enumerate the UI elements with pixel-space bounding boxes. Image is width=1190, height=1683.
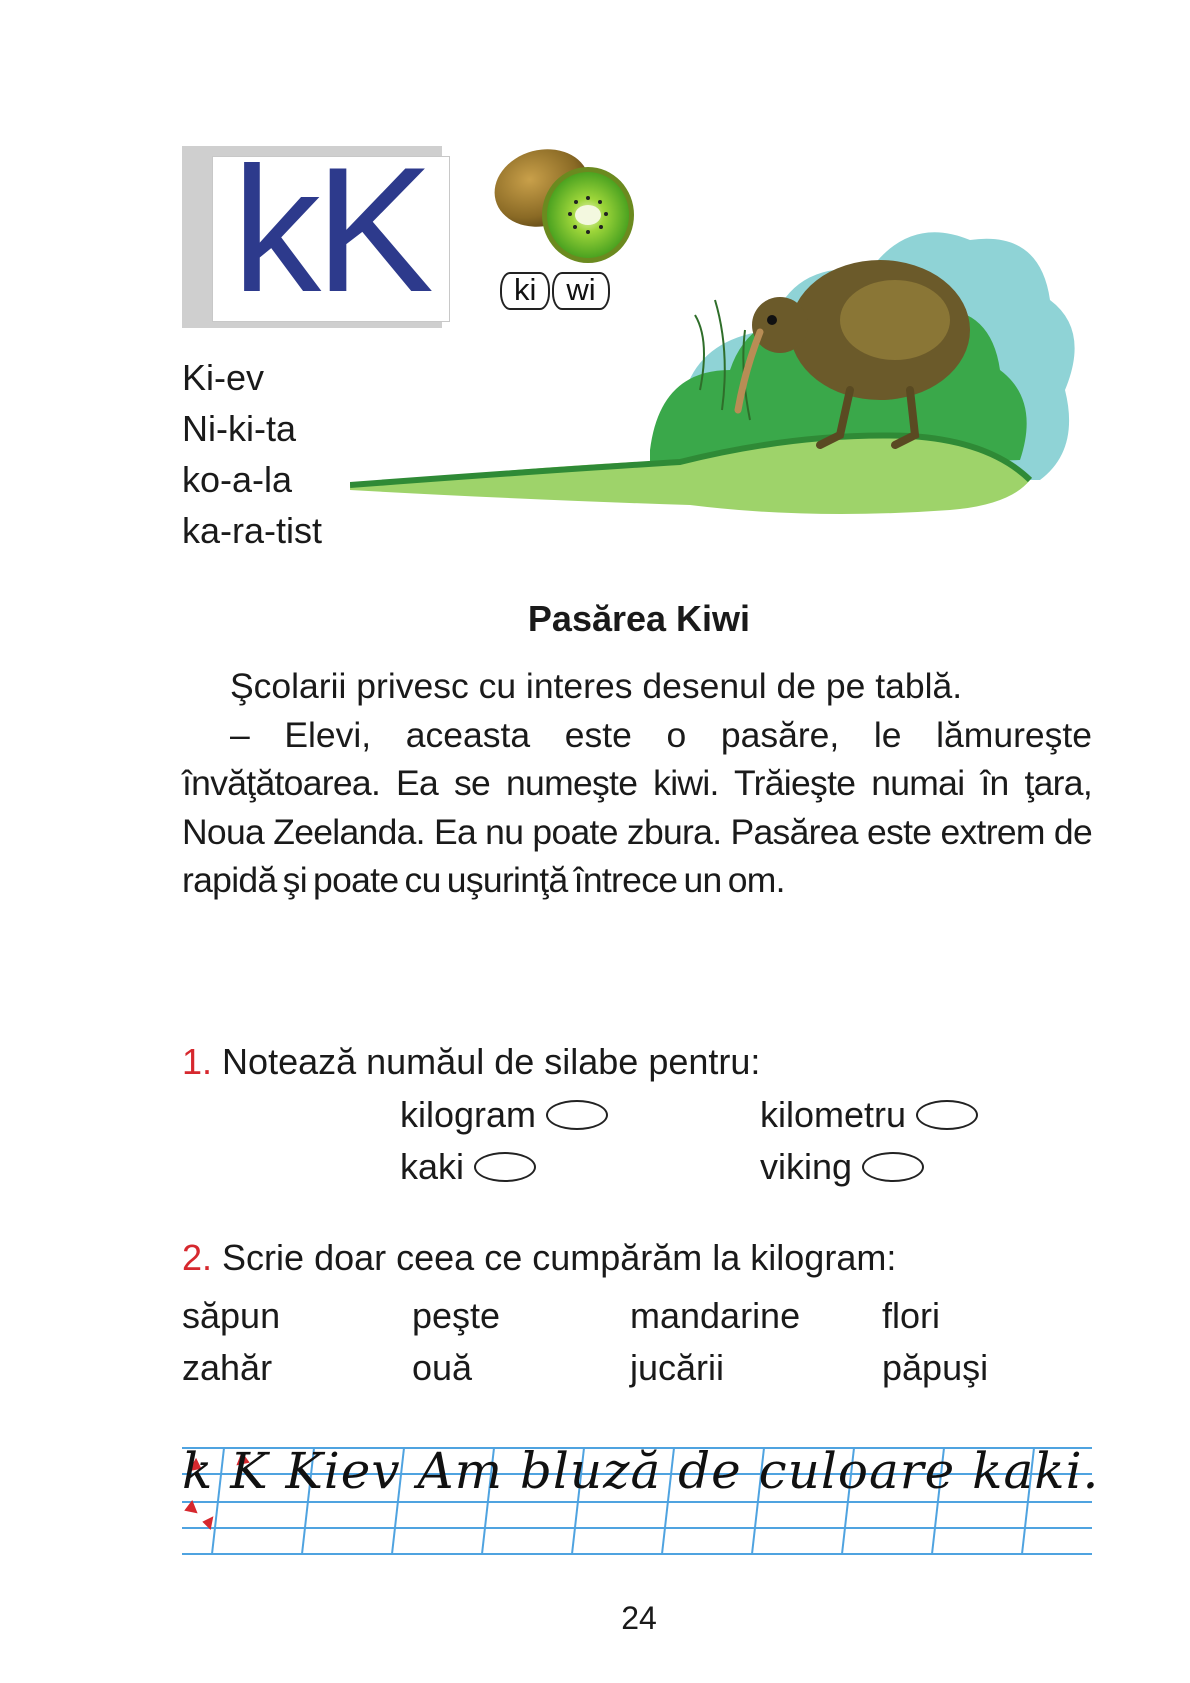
- word-option: jucării: [630, 1347, 725, 1388]
- word-list-item: ka-ra-tist: [182, 510, 323, 551]
- exercise-word: kilometru: [760, 1094, 907, 1135]
- word-row: [182, 1342, 1032, 1394]
- exercise-number: 2.: [182, 1237, 213, 1278]
- exercise-instruction: Scrie doar ceea ce cumpărăm la kilogram:: [222, 1237, 897, 1278]
- exercise-word: viking: [760, 1146, 853, 1187]
- handwriting-practice: [182, 1440, 1100, 1560]
- word-option: mandarine: [630, 1295, 801, 1336]
- syllable-count-item: [760, 1142, 924, 1192]
- syllable-word-list: [182, 352, 322, 556]
- story-paragraph: Şcolarii privesc cu interes desenul de pe tablă.: [230, 666, 963, 706]
- word-list-item: Ki-ev: [182, 357, 265, 398]
- syllable-count-item: [760, 1090, 978, 1140]
- word-option: ouă: [412, 1347, 473, 1388]
- exercise-word: kaki: [400, 1146, 465, 1187]
- syllable-count-item: [400, 1142, 536, 1192]
- answer-oval[interactable]: [474, 1152, 536, 1182]
- exercise-1: [182, 1040, 760, 1084]
- exercise-2-word-grid: [182, 1290, 1032, 1394]
- syllable-box: wi: [552, 272, 609, 310]
- story-paragraph: – Elevi, aceasta este o pasăre, le lămureşte: [230, 714, 1092, 755]
- handwriting-sample: k K Kiev Am bluză de culoare kaki.: [182, 1442, 1100, 1500]
- exercise-word: kilogram: [400, 1094, 537, 1135]
- word-row: [182, 1290, 1032, 1342]
- syllable-count-item: [400, 1090, 608, 1140]
- word-option: păpuşi: [882, 1347, 989, 1388]
- story-paragraph: învăţătoarea. Ea se numeşte kiwi. Trăieşte numai în ţara, Noua Zeelanda. Ea nu poate zbura. Pasărea este extrem de rapidă şi poate cu uşurinţă întrece un om.: [182, 763, 1092, 900]
- story-text: [182, 662, 1092, 905]
- word-option: zahăr: [182, 1347, 273, 1388]
- kiwi-bird-illustration: [350, 220, 1090, 550]
- word-list-item: ko-a-la: [182, 459, 293, 500]
- exercise-instruction: Notează număul de silabe pentru:: [222, 1041, 761, 1082]
- exercise-number: 1.: [182, 1041, 213, 1082]
- exercise-2: [182, 1236, 896, 1280]
- page-number: 24: [621, 1600, 657, 1636]
- word-option: săpun: [182, 1295, 281, 1336]
- syllable-box: ki: [500, 272, 550, 310]
- story-title: Pasărea Kiwi: [527, 598, 751, 639]
- letter-glyphs: kK: [232, 130, 428, 329]
- word-list-item: Ni-ki-ta: [182, 408, 296, 449]
- answer-oval[interactable]: [862, 1152, 924, 1182]
- answer-oval[interactable]: [546, 1100, 608, 1130]
- answer-oval[interactable]: [916, 1100, 978, 1130]
- word-option: flori: [882, 1295, 941, 1336]
- word-option: peşte: [412, 1295, 501, 1336]
